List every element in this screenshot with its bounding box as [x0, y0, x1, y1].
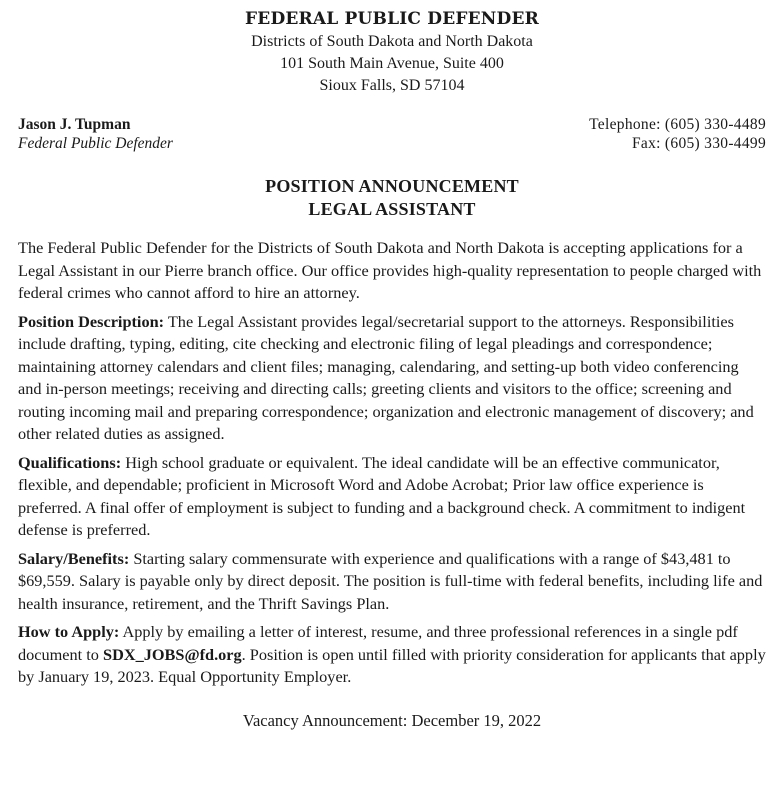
description-text: The Legal Assistant provides legal/secretarial support to the attorneys. Responsibilities include drafting, typing, editing, cite checking and electronic filing of legal pleadings and correspondence; maintaining attorney calendars and client files; managing, calendaring, and setting-up both video conferencing and in-person meetings; receiving and directing calls; greeting clients and visitors to the office; screening and routing incoming mail and preparing correspondence; organization and electronic management of discovery; and other related duties as assigned.: [18, 311, 754, 443]
intro-paragraph: The Federal Public Defender for the Districts of South Dakota and North Dakota is accepting applications for a Legal Assistant in our Pierre branch office. Our office provides high-quality representation to people charged with federal crimes who cannot afford to hire an attorney.: [18, 238, 762, 302]
description-label: Position Description:: [18, 311, 165, 331]
defender-name: Jason J. Tupman: [18, 116, 131, 133]
office-address: 101 South Main Avenue, Suite 400: [280, 55, 504, 72]
letterhead: [18, 8, 766, 97]
position-announcement-document: [18, 8, 766, 732]
phone-block: [589, 115, 766, 153]
apply-text-after: . Position is open until filled with priority consideration for applicants that apply by January 19, 2023. Equal Opportunity Employer.: [18, 644, 766, 686]
telephone-number: Telephone: (605) 330-4489: [589, 116, 766, 133]
apply-email-link[interactable]: SDX_JOBS@fd.org: [103, 644, 242, 664]
office-districts: Districts of South Dakota and North Dakota: [251, 33, 533, 50]
apply-text-before: Apply by emailing a letter of interest, resume, and three professional references in a single pdf document to: [18, 622, 738, 664]
salary-label: Salary/Benefits:: [18, 548, 130, 568]
defender-role: Federal Public Defender: [18, 135, 173, 152]
description-paragraph: [18, 311, 766, 446]
qualifications-text: High school graduate or equivalent. The ideal candidate will be an effective communicator, flexible, and dependable; proficient in Microsoft Word and Adobe Acrobat; Prior law office experience is preferred. A final offer of employment is subject to funding and a background check. A commitment to indigent defense is preferred.: [18, 452, 746, 539]
qualifications-paragraph: [18, 452, 766, 542]
apply-paragraph: [18, 621, 766, 689]
apply-label: How to Apply:: [18, 622, 120, 641]
vacancy-date: Vacancy Announcement: December 19, 2022: [242, 710, 542, 730]
announcement-heading: [18, 175, 766, 221]
salary-text: Starting salary commensurate with experience and qualifications with a range of $43,481 to $69,559. Salary is payable only by direct deposit. The position is full-time with federal benefits, including life and health insurance, retirement, and the Thrift Savings Plan.: [18, 548, 763, 613]
contact-row: [18, 115, 766, 153]
qualifications-label: Qualifications:: [18, 452, 122, 472]
office-title: FEDERAL PUBLIC DEFENDER: [245, 9, 539, 29]
salary-paragraph: [18, 548, 766, 616]
office-city: Sioux Falls, SD 57104: [319, 77, 465, 94]
announcement-line-1: POSITION ANNOUNCEMENT: [265, 176, 519, 196]
announcement-line-2: LEGAL ASSISTANT: [308, 199, 476, 219]
fax-number: Fax: (605) 330-4499: [632, 135, 766, 152]
defender-block: [18, 115, 173, 153]
